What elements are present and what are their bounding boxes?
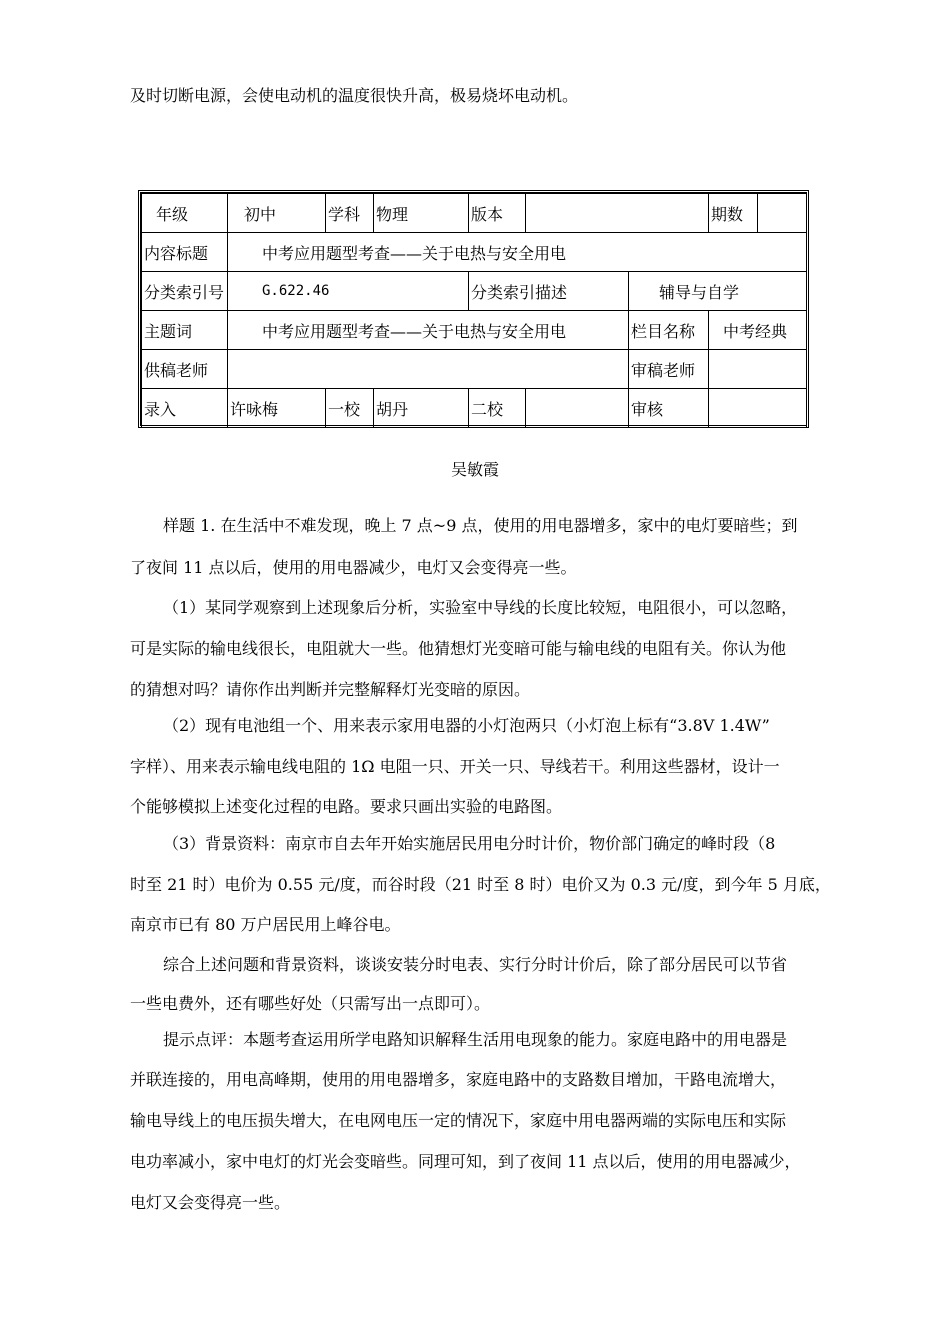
edition-label: 版本 (469, 194, 526, 233)
author-name: 吴敏霞 (450, 460, 499, 479)
body-line: 的猜想对吗？请你作出判断并完整解释灯光变暗的原因。 (130, 680, 531, 699)
body-line: 电灯又会变得亮一些。 (130, 1193, 291, 1212)
body-line: 提示点评：本题考查运用所学电路知识解释生活用电现象的能力。家庭电路中的用电器是 (163, 1030, 788, 1049)
body-line: （3）背景资料：南京市自去年开始实施居民用电分时计价，物价部门确定的峰时段（8 (163, 834, 776, 853)
subject-label: 学科 (326, 194, 374, 233)
class-index-value: G.622.46 (228, 272, 469, 311)
body-line: 个能够模拟上述变化过程的电路。要求只画出实验的电路图。 (130, 797, 563, 816)
body-line: （2）现有电池组一个、用来表示家用电器的小灯泡两只（小灯泡上标有“3.8V 1.4W” (163, 716, 770, 735)
entry-label: 录入 (142, 389, 228, 428)
school1-value: 胡丹 (374, 389, 469, 428)
column-value: 中考经典 (709, 311, 807, 350)
body-line: 时至 21 时）电价为 0.55 元/度，而谷时段（21 时至 8 时）电价又为 0.3 元/度，到今年 5 月底， (130, 875, 831, 894)
grade-value: 初中 (228, 194, 326, 233)
body-line: 可是实际的输电线很长，电阻就大一些。他猜想灯光变暗可能与输电线的电阻有关。你认为他 (130, 639, 787, 658)
entry-value: 许咏梅 (228, 389, 326, 428)
body-line: 输电导线上的电压损失增大，在电网电压一定的情况下，家庭中用电器两端的实际电压和实际 (130, 1111, 787, 1130)
subject-value: 物理 (374, 194, 469, 233)
body-line: 电功率减小，家中电灯的灯光会变暗些。同理可知，到了夜间 11 点以后，使用的用电器减少， (130, 1152, 801, 1171)
body-line: （1）某同学观察到上述现象后分析，实验室中导线的长度比较短，电阻很小，可以忽略， (163, 598, 798, 617)
intro-paragraph: 及时切断电源，会使电动机的温度很快升高，极易烧坏电动机。 (130, 86, 579, 105)
author-teacher-value (228, 350, 629, 389)
review-teacher-value (709, 350, 807, 389)
edition-value (526, 194, 709, 233)
school2-value (526, 389, 629, 428)
column-label: 栏目名称 (629, 311, 709, 350)
body-line: 综合上述问题和背景资料，谈谈安装分时电表、实行分时计价后，除了部分居民可以节省 (163, 955, 788, 974)
keyword-label: 主题词 (142, 311, 228, 350)
body-line: 南京市已有 80 万户居民用上峰谷电。 (130, 915, 401, 934)
issue-label: 期数 (709, 194, 758, 233)
body-line: 样题 1. 在生活中不难发现，晚上 7 点~9 点，使用的用电器增多，家中的电灯要暗些；到 (163, 516, 798, 535)
class-index-label: 分类索引号 (142, 272, 228, 311)
audit-value (709, 389, 807, 428)
issue-value (758, 194, 807, 233)
audit-label: 审核 (629, 389, 709, 428)
class-desc-value: 辅导与自学 (629, 272, 807, 311)
body-line: 字样）、用来表示输电线电阻的 1Ω 电阻一只、开关一只、导线若干。利用这些器材，设计一 (130, 757, 780, 776)
school1-label: 一校 (326, 389, 374, 428)
body-line: 了夜间 11 点以后，使用的用电器减少，电灯又会变得亮一些。 (130, 558, 577, 577)
content-title-value: 中考应用题型考查——关于电热与安全用电 (228, 233, 807, 272)
grade-label: 年级 (142, 194, 228, 233)
review-teacher-label: 审稿老师 (629, 350, 709, 389)
author-teacher-label: 供稿老师 (142, 350, 228, 389)
keyword-value: 中考应用题型考查——关于电热与安全用电 (228, 311, 629, 350)
metadata-table (138, 190, 809, 428)
school2-label: 二校 (469, 389, 526, 428)
class-desc-label: 分类索引描述 (469, 272, 629, 311)
body-line: 一些电费外，还有哪些好处（只需写出一点即可）。 (130, 994, 491, 1013)
body-line: 并联连接的，用电高峰期，使用的用电器增多，家庭电路中的支路数目增加，干路电流增大， (130, 1070, 787, 1089)
content-title-label: 内容标题 (142, 233, 228, 272)
